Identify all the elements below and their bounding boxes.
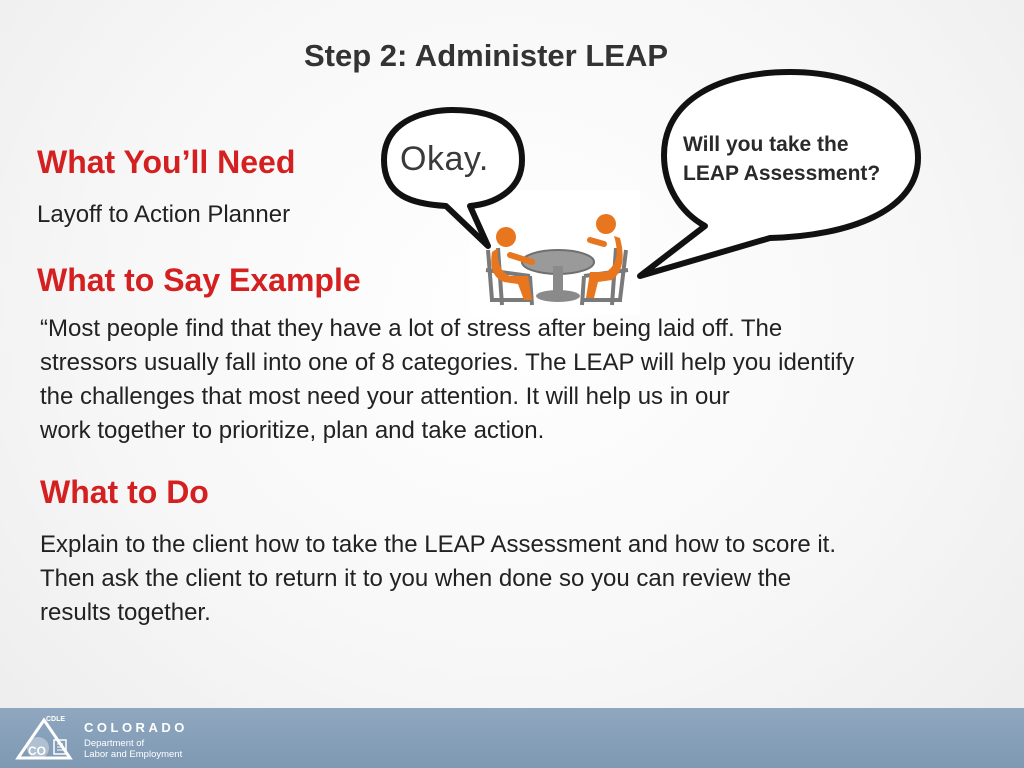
- footer-bar: [0, 708, 1024, 768]
- paragraph-line: stressors usually fall into one of 8 categories. The LEAP will help you identify: [40, 349, 855, 376]
- paragraph-line: Explain to the client how to take the LEAP Assessment and how to score it.: [40, 531, 837, 558]
- okay-bubble-text: Okay.: [400, 140, 489, 178]
- paragraph-line: work together to prioritize, plan and take action.: [40, 417, 545, 444]
- paragraph-line: “Most people find that they have a lot of stress after being laid off. The: [40, 315, 783, 342]
- what-you-need-item: Layoff to Action Planner: [37, 201, 291, 228]
- logo-cdle-label: CDLE: [46, 716, 66, 723]
- footer-dept-line: Department of: [84, 738, 145, 749]
- what-to-do-paragraph: [40, 528, 990, 630]
- footer-dept-name: [84, 738, 182, 760]
- logo-co-label: CO: [28, 744, 46, 758]
- assessment-bubble-text: [683, 130, 880, 188]
- assessment-bubble-line: LEAP Assessment?: [683, 162, 881, 185]
- footer-dept-line: Labor and Employment: [84, 749, 183, 760]
- paragraph-line: the challenges that most need your attention. It will help us in our: [40, 383, 730, 410]
- paragraph-line: results together.: [40, 599, 211, 626]
- footer-org-name: COLORADO: [84, 720, 188, 735]
- assessment-bubble-line: Will you take the: [683, 133, 849, 156]
- slide-title: Step 2: Administer LEAP: [303, 38, 669, 73]
- what-to-say-heading: What to Say Example: [37, 262, 361, 298]
- what-you-need-heading: What You’ll Need: [37, 144, 296, 180]
- paragraph-line: Then ask the client to return it to you when done so you can review the: [40, 565, 792, 592]
- what-to-do-heading: What to Do: [40, 474, 209, 510]
- what-to-say-paragraph: [40, 312, 1000, 448]
